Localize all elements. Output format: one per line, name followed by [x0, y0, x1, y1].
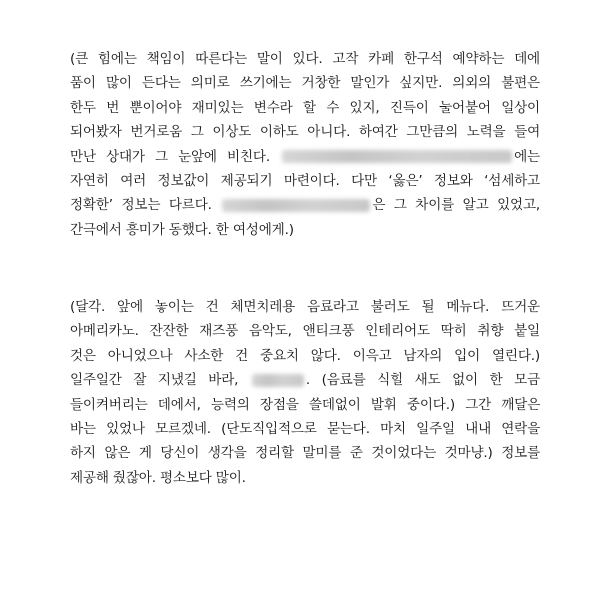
text-segment: . (음료를 식힐 새도 없이 한 모금 [305, 372, 540, 389]
text-segment: 은 그 차이를 알고 있었고, [372, 197, 540, 214]
text-line: 한두 번 뿐이어야 재미있는 변수라 할 수 있지, 진득이 눌어붙어 일상이 [70, 99, 540, 116]
text-segment: 일주일간 잘 지냈길 바라, [70, 372, 239, 389]
text-line: 되어봤자 번거로움 그 이상도 이하도 아니다. 하여간 그만큼의 노력을 들여 [70, 124, 540, 141]
text-line: 제공해 줬잖아. 평소보다 많이. [70, 469, 246, 486]
paragraph-1 [70, 47, 540, 242]
text-line: 자연히 여러 정보값이 제공되기 마련이다. 다만 ‘옳은’ 정보와 ‘섬세하고 [70, 172, 540, 189]
text-line: 품이 많이 든다는 의미로 쓰기에는 거창한 말인가 싶지만. 의외의 불편은 [70, 75, 540, 92]
text-line: 아메리카노. 잔잔한 재즈풍 음악도, 앤티크풍 인테리어도 딱히 취향 붙일 [70, 323, 540, 340]
text-line: 간극에서 흥미가 동했다. 한 여성에게.) [70, 221, 294, 238]
text-line: 것은 아니었으나 사소한 건 중요치 않다. 이윽고 남자의 입이 열린다.) [70, 347, 540, 364]
text-segment: 만난 상대가 그 눈앞에 비친다. [70, 148, 270, 165]
text-line [70, 368, 540, 392]
text-line: 들이켜버리는 데에서, 능력의 장점을 쓸데없이 발휘 중이다.) 그간 깨달은 [70, 396, 540, 413]
text-line: (큰 힘에는 책임이 따른다는 말이 있다. 고작 카페 한구석 예약하는 데에 [70, 51, 540, 67]
paragraph-2 [70, 295, 540, 490]
text-line: 바는 있었나 모르겠네. (단도직입적으로 묻는다. 마치 일주일 내내 연락을 [70, 420, 540, 437]
text-segment: 에는 [514, 148, 540, 165]
redacted-blur [222, 199, 370, 212]
text-line [70, 145, 540, 169]
redacted-blur [282, 150, 512, 163]
text-line: 하지 않은 게 당신이 생각을 정리할 말미를 준 것이었다는 것마냥.) 정보를 [70, 445, 540, 462]
redacted-blur [252, 374, 304, 387]
text-line [70, 193, 540, 217]
text-segment: 정확한’ 정보는 다르다. [70, 197, 212, 214]
text-line: (달각. 앞에 놓이는 건 체면치레용 음료라고 불러도 될 메뉴다. 뜨거운 [70, 299, 540, 315]
